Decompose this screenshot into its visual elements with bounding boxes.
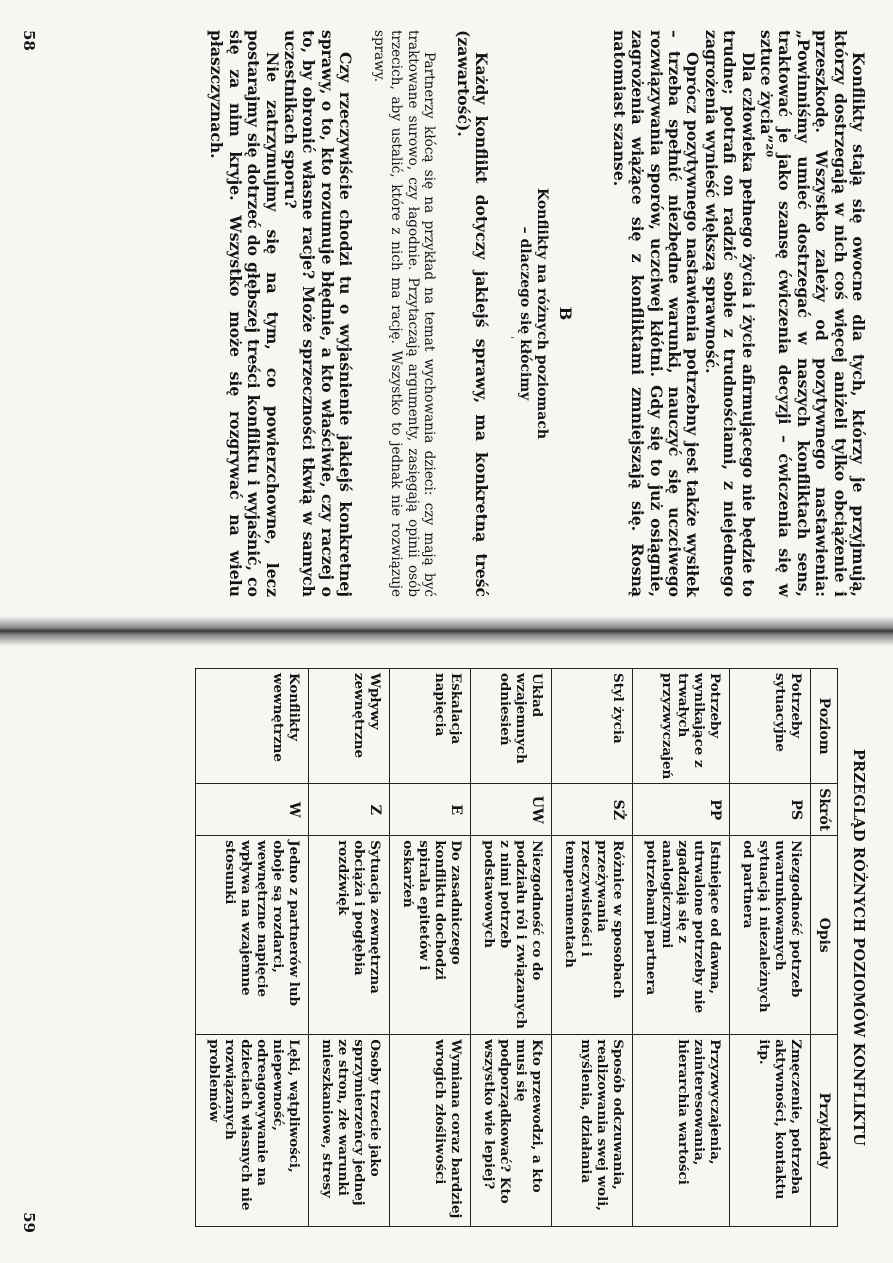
paragraph: Każdy konflikt dotyczy jakiejś sprawy, ma konkretną treść (zawartość). bbox=[453, 30, 492, 597]
paragraph: Konflikty stają się owocne dla tych, którzy je przyjmują, którzy dostrzegają w nich coś więcej aniżeli tylko obciążenie i przeszkodę. Wszystko zależy od pozytywnego nastawienia: „Powinniśmy umieć dostrzegać w naszych konfliktach sens, traktować je jako szansę ćwiczenia decyzji – ćwiczenia się w sztuce życia”²⁰ bbox=[756, 30, 868, 597]
paragraph: Dla człowieka pełnego życia i życie afirmującego nie będzie to trudne; potrafi on radzić sobie z trudnościami, z niejednego zagrożenia wynieść większą sprawność. bbox=[701, 30, 758, 597]
section-heading bbox=[516, 30, 550, 597]
table-row bbox=[390, 669, 471, 1227]
paragraph: Oprócz pozytywnego nastawienia potrzebny jest także wysiłek – trzeba spełnić niezbędne warunki, nauczyć się uczciwego rozwiązywania sporów, uczciwej kłótni. Gdy się to już osiągnie, zagrożenia wiążące się z konfliktami zmniejszają się. Rosną natomiast szanse. bbox=[609, 30, 703, 597]
cell-opis: Sytuacja zewnętrzna obciąża i pogłębia rozdźwięk bbox=[309, 836, 390, 1035]
header-poziom: Poziom bbox=[811, 669, 838, 784]
cell-skrot: Z bbox=[309, 784, 390, 836]
cell-przyklady: Przyzwyczajenia, zainteresowania, hierarchia wartości bbox=[633, 1035, 730, 1227]
cell-przyklady: Osoby trzecie jako sprzymierzeńcy jednej ze stron, złe warunki mieszkaniowe, stresy bbox=[309, 1035, 390, 1227]
table-header-row bbox=[811, 669, 838, 1227]
header-przyklady: Przykłady bbox=[811, 1035, 838, 1227]
header-opis: Opis bbox=[811, 836, 838, 1035]
example-paragraph: Partnerzy kłócą się na przykład na temat wychowania dzieci: czy mają być traktowane surowo, czy łagodnie. Przytaczają argumenty, zasięgają opinii osób trzecich, aby ustalić, które z nich ma rację. Wszystko to jednak nie rozwiązuje sprawy. bbox=[371, 30, 438, 597]
cell-przyklady: Zmęczenie, potrzeba aktywności, kontaktu itp. bbox=[730, 1035, 811, 1227]
page-number: 58 bbox=[20, 30, 38, 51]
cell-opis: Do zasadniczego konfliktu dochodzi spirala epitetów i oskarżeń bbox=[390, 836, 471, 1035]
cell-przyklady: Kto przewodzi, a kto musi się podporządkować? Kto wszystko wie lepiej? bbox=[471, 1035, 552, 1227]
cell-skrot: SŻ bbox=[552, 784, 633, 836]
cell-przyklady: Sposób odczuwania, realizowania swej woli, myślenia, działania bbox=[552, 1035, 633, 1227]
cell-opis: Istniejące od dawna, utrwalone potrzeby nie zgadzają się z analogicznymi potrzebami partnera bbox=[633, 836, 730, 1035]
header-skrot: Skrót bbox=[811, 784, 838, 836]
cell-skrot: PP bbox=[633, 784, 730, 836]
cell-poziom: Konflikty wewnętrzne bbox=[196, 669, 309, 784]
cell-opis: Niezgodność potrzeb uwarunkowanych sytuacją i niezależnych od partnera bbox=[730, 836, 811, 1035]
cell-przyklady: Wymiana coraz bardziej wrogich złośliwości bbox=[390, 1035, 471, 1227]
table-row bbox=[552, 669, 633, 1227]
paragraph: Nie zatrzymujmy się na tym, co powierzchowne, lecz postarajmy się dotrzeć do głębszej treści konfliktu i wyjaśnić, co się za nim kryje. Wszystko może się rozgrywać na wielu płaszczyznach. bbox=[207, 30, 282, 597]
stray-mark: ' bbox=[503, 336, 516, 340]
cell-opis: Jedno z partnerów lub oboje są rozdarci, wewnętrzne napięcie wpływa na wzajemne stosunki bbox=[196, 836, 309, 1035]
cell-skrot: W bbox=[196, 784, 309, 836]
cell-opis: Różnice w sposobach przeżywania rzeczywistości i temperamentach bbox=[552, 836, 633, 1035]
left-page bbox=[0, 0, 893, 631]
cell-poziom: Eskalacja napięcia bbox=[390, 669, 471, 784]
cell-opis: Niezgodność co do podziału ról i związanych z nimi potrzeb podstawowych bbox=[471, 836, 552, 1035]
cell-przyklady: Lęki, wątpliwości, niepewność, odreagowywanie na dzieciach własnych nie rozwiązanych problemów bbox=[196, 1035, 309, 1227]
cell-skrot: PS bbox=[730, 784, 811, 836]
cell-poziom: Układ wzajemnych odniesień bbox=[471, 669, 552, 784]
table-title: PRZEGLĄD RÓŻNYCH POZIOMÓW KONFLIKTU bbox=[850, 749, 867, 1146]
cell-poziom: Potrzeby sytuacyjne bbox=[730, 669, 811, 784]
right-page bbox=[0, 632, 893, 1263]
cell-skrot: UW bbox=[471, 784, 552, 836]
paragraph: Czy rzeczywiście chodzi tu o wyjaśnienie jakiejś konkretnej sprawy, o to, kto rozumuje błędnie, a kto właściwie, czy raczej o to, by obronić własne racje? Może sprzeczności tkwią w samych uczestnikach sporu? bbox=[281, 30, 356, 597]
heading-line: – dlaczego się kłócimy bbox=[517, 226, 534, 401]
page-number: 59 bbox=[20, 1212, 38, 1233]
table-row bbox=[633, 669, 730, 1227]
cell-skrot: E bbox=[390, 784, 471, 836]
cell-poziom: Potrzeby wynikające z trwałych przyzwyczajeń bbox=[633, 669, 730, 784]
heading-line: Konflikty na różnych poziomach bbox=[534, 187, 551, 440]
cell-poziom: Styl życia bbox=[552, 669, 633, 784]
table-row bbox=[309, 669, 390, 1227]
table-row bbox=[196, 669, 309, 1227]
table-row bbox=[471, 669, 552, 1227]
conflict-levels-table bbox=[195, 668, 838, 1227]
table-row bbox=[730, 669, 811, 1227]
cell-poziom: Wpływy zewnętrzne bbox=[309, 669, 390, 784]
section-letter: B bbox=[556, 306, 576, 321]
